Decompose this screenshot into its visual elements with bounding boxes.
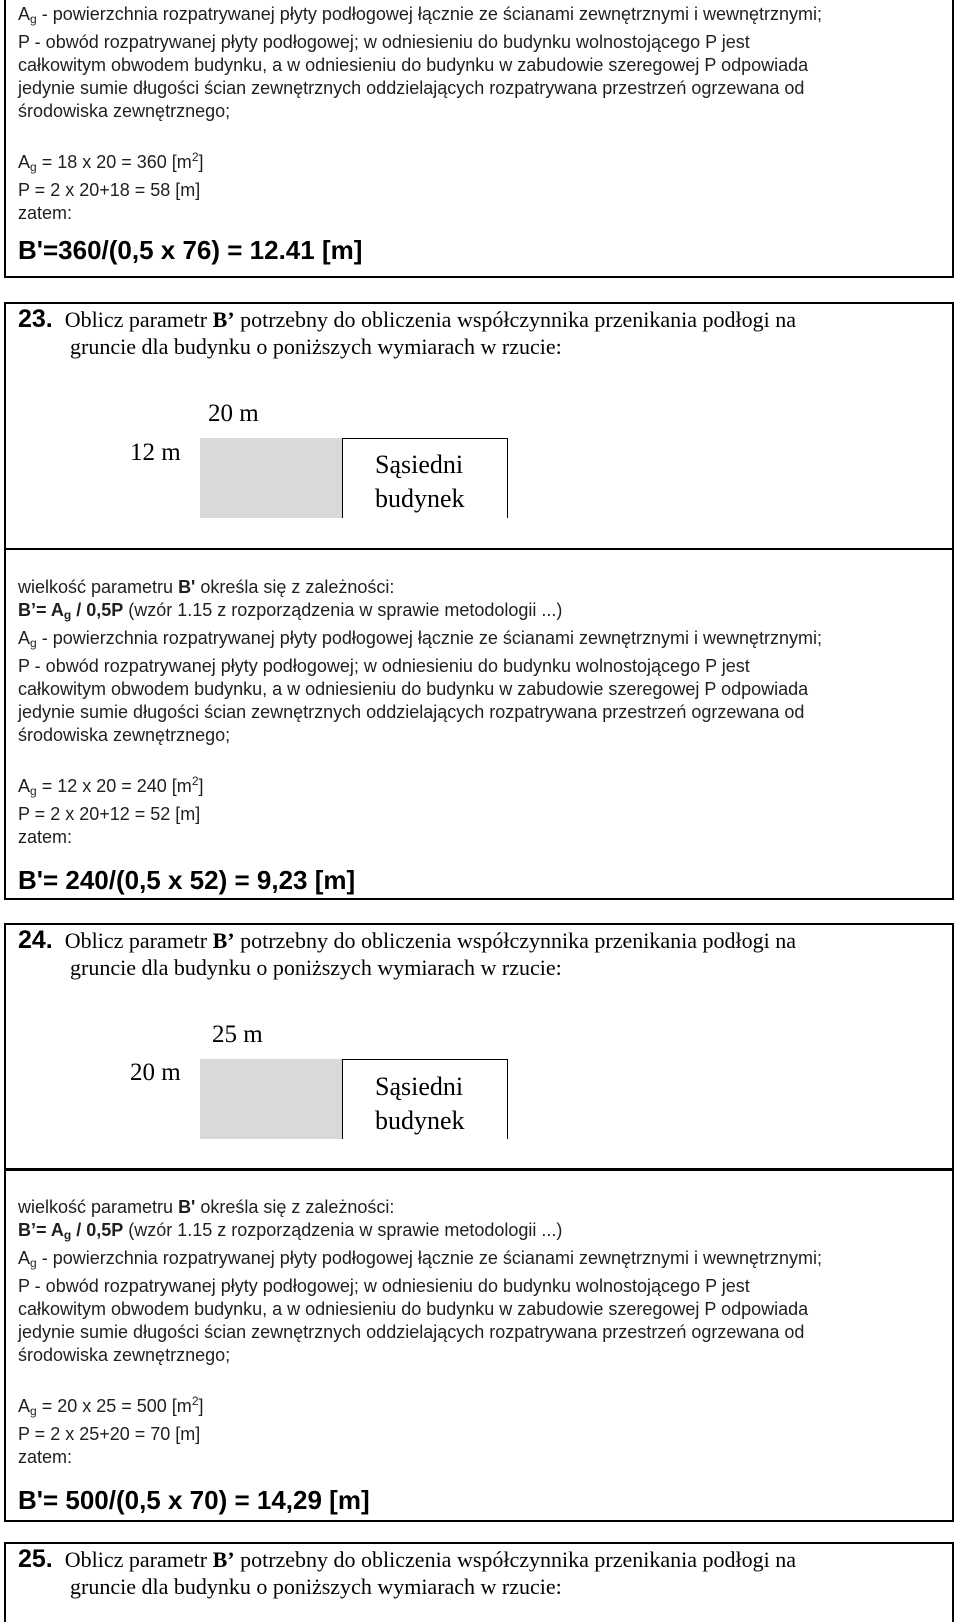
- p-definition-line-4: środowiska zewnętrznego;: [18, 725, 231, 745]
- question-23-text-line-2: gruncie dla budynku o poniższych wymiarach w rzucie:: [70, 334, 562, 359]
- building-footprint: [200, 1059, 342, 1139]
- answer-block-22: [4, 0, 954, 278]
- zatem-label: zatem:: [18, 1447, 73, 1467]
- question-23: [4, 302, 954, 550]
- p-definition-line-1: P - obwód rozpatrywanej płyty podłogowej; w odniesieniu do budynku wolnostojącego P jest: [18, 1276, 750, 1296]
- answer-block-23: [4, 548, 954, 900]
- p-definition-line-2: całkowitym obwodem budynku, a w odniesieniu do budynku w zabudowie szeregowej P odpowiada: [18, 55, 809, 75]
- question-24-text: 24. Oblicz parametr B’ potrzebny do obliczenia współczynnika przenikania podłogi na: [18, 926, 797, 954]
- ag-definition: $A_g$ - powierzchnia rozpatrywanej płyty podłogowej łącznie ze ścianami zewnętrznymi i wewnętrznymi;: [18, 4, 823, 26]
- question-25-text: 25. Oblicz parametr B’ potrzebny do obliczenia współczynnika przenikania podłogi na: [18, 1545, 797, 1573]
- p-definition-line-1: P - obwód rozpatrywanej płyty podłogowej; w odniesieniu do budynku wolnostojącego P jest: [18, 656, 750, 676]
- result-b-prime: B'= 240/(0,5 x 52) = 9,23 [m]: [18, 865, 356, 895]
- p-calculation: P = 2 x 20+18 = 58 [m]: [18, 180, 201, 200]
- ag-calculation: $A_g = 18$ x 20 = 360 $[m^2]$: [18, 150, 204, 174]
- result-b-prime: B'=360/(0,5 x 76) = 12.41 [m]: [18, 235, 363, 265]
- p-definition-line-2: całkowitym obwodem budynku, a w odniesieniu do budynku w zabudowie szeregowej P odpowiada: [18, 1299, 809, 1319]
- parameter-intro: wielkość parametru B' określa się z zależności:: [18, 1197, 395, 1217]
- width-dimension-label: 20 m: [208, 400, 259, 427]
- neighbor-building-label-1: Sąsiedni: [375, 450, 464, 479]
- question-24-text-line-2: gruncie dla budynku o poniższych wymiarach w rzucie:: [70, 955, 562, 980]
- formula-line: B’= $A_g / 0,5P$ (wzór 1.15 z rozporządzenia w sprawie metodologii ...): [18, 600, 563, 622]
- ag-definition: $A_g$ - powierzchnia rozpatrywanej płyty podłogowej łącznie ze ścianami zewnętrznymi i wewnętrznymi;: [18, 1248, 823, 1270]
- result-b-prime: B'= 500/(0,5 x 70) = 14,29 [m]: [18, 1485, 370, 1515]
- answer-block-24: [4, 1168, 954, 1522]
- p-calculation: P = 2 x 25+20 = 70 [m]: [18, 1424, 201, 1444]
- p-definition-line-3: jedynie sumie długości ścian zewnętrznych oddzielających rozpatrywana przestrzeń ogrzewana od: [18, 702, 805, 722]
- formula-line: B’= $A_g / 0,5P$ (wzór 1.15 z rozporządzenia w sprawie metodologii ...): [18, 1220, 563, 1242]
- parameter-intro: wielkość parametru B' określa się z zależności:: [18, 577, 395, 597]
- p-definition-line-4: środowiska zewnętrznego;: [18, 1345, 231, 1365]
- ag-calculation: $A_g = 20$ x 25 = 500 $[m^2]$: [18, 1394, 204, 1418]
- question-24: [4, 923, 954, 1171]
- zatem-label: zatem:: [18, 203, 73, 223]
- zatem-label: zatem:: [18, 827, 73, 847]
- width-dimension-label: 25 m: [212, 1021, 263, 1048]
- question-23-text: 23. Oblicz parametr B’ potrzebny do obliczenia współczynnika przenikania podłogi na: [18, 305, 797, 333]
- question-25: [4, 1542, 954, 1622]
- p-definition-line-3: jedynie sumie długości ścian zewnętrznych oddzielających rozpatrywana przestrzeń ogrzewana od: [18, 1322, 805, 1342]
- height-dimension-label: 12 m: [130, 439, 181, 466]
- neighbor-building-label-2: budynek: [375, 1106, 465, 1135]
- neighbor-building-label-2: budynek: [375, 484, 465, 513]
- neighbor-building-label-1: Sąsiedni: [375, 1072, 464, 1101]
- p-definition-line-3: jedynie sumie długości ścian zewnętrznych oddzielających rozpatrywana przestrzeń ogrzewana od: [18, 78, 805, 98]
- question-25-text-line-2: gruncie dla budynku o poniższych wymiarach w rzucie:: [70, 1574, 562, 1599]
- p-definition-line-1: P - obwód rozpatrywanej płyty podłogowej; w odniesieniu do budynku wolnostojącego P jest: [18, 32, 750, 52]
- height-dimension-label: 20 m: [130, 1059, 181, 1086]
- ag-definition: $A_g$ - powierzchnia rozpatrywanej płyty podłogowej łącznie ze ścianami zewnętrznymi i wewnętrznymi;: [18, 628, 823, 650]
- p-definition-line-2: całkowitym obwodem budynku, a w odniesieniu do budynku w zabudowie szeregowej P odpowiada: [18, 679, 809, 699]
- building-footprint: [200, 438, 342, 518]
- ag-calculation: $A_g = 12$ x 20 = 240 $[m^2]$: [18, 774, 204, 798]
- p-definition-line-4: środowiska zewnętrznego;: [18, 101, 231, 121]
- p-calculation: P = 2 x 20+12 = 52 [m]: [18, 804, 201, 824]
